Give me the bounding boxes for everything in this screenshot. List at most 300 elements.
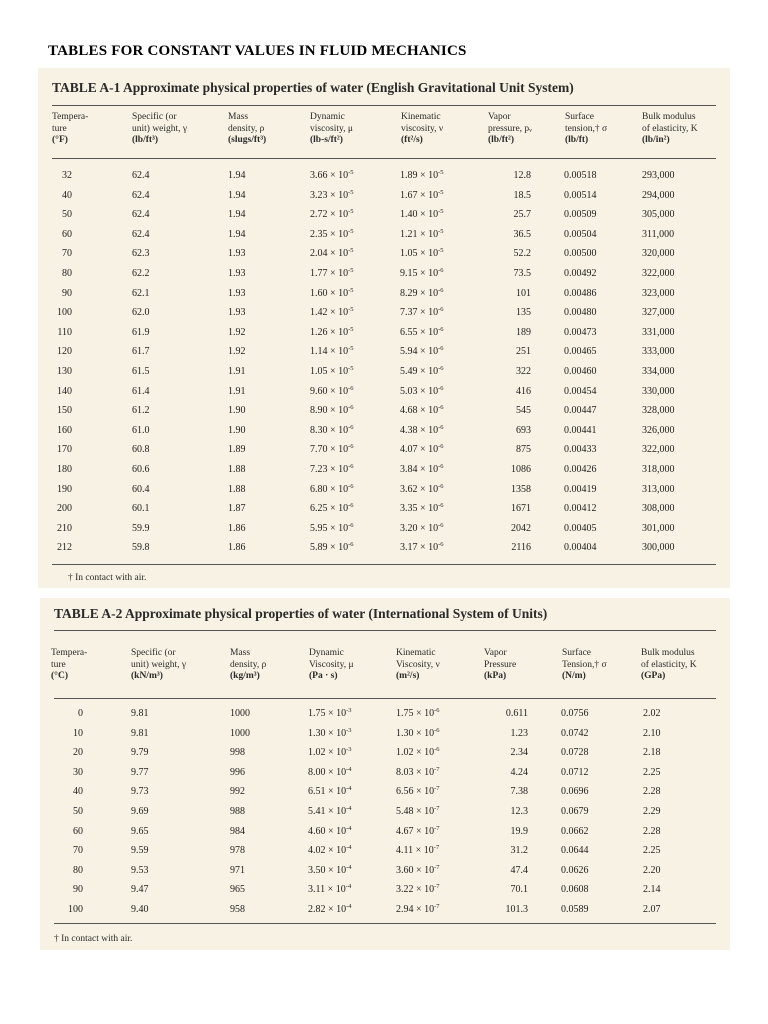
column-header-line: tension,† σ (565, 123, 608, 134)
cell-w: 60.1 (132, 503, 150, 515)
mantissa: 1.05 (400, 248, 418, 260)
table-row (38, 346, 730, 364)
exponent: -7 (434, 863, 440, 871)
column-header-line: ture (51, 659, 66, 670)
mantissa: 7.37 (400, 307, 418, 319)
table-row (38, 386, 730, 404)
column-header-line: Mass (230, 648, 251, 658)
cell-w: 9.77 (131, 766, 149, 778)
mantissa: 1.67 (400, 189, 418, 201)
mantissa: 1.40 (400, 209, 418, 221)
cell-d: 1.94 (228, 209, 246, 221)
column-header-line: unit) weight, γ (131, 659, 187, 670)
table-row (40, 806, 730, 824)
cell-p: 7.38 (510, 786, 528, 798)
table-a1-header-rule (52, 158, 716, 159)
cell-b: 308,000 (642, 503, 675, 515)
cell-k (400, 503, 444, 514)
column-header-line: (m²/s) (396, 671, 420, 681)
exponent: -5 (438, 169, 444, 176)
cell-d: 965 (230, 884, 245, 896)
cell-w: 9.79 (131, 747, 149, 759)
exponent: -7 (434, 824, 440, 832)
exponent: -5 (348, 247, 354, 255)
times-ten: × 10 (327, 483, 349, 495)
exponent: -6 (434, 726, 440, 734)
cell-m (310, 405, 354, 416)
exponent: -4 (346, 863, 352, 871)
times-ten: × 10 (327, 346, 349, 358)
cell-k (400, 209, 444, 220)
times-ten: × 10 (327, 326, 349, 338)
cell-s: 0.00454 (564, 385, 597, 397)
mantissa: 1.75 (396, 708, 414, 719)
mantissa: 1.77 (310, 268, 328, 279)
cell-p: 12.8 (513, 170, 531, 181)
column-header (642, 112, 698, 147)
times-ten: × 10 (327, 405, 349, 417)
cell-b: 334,000 (642, 366, 675, 377)
times-ten: × 10 (413, 747, 435, 759)
cell-p: 47.4 (510, 864, 528, 876)
cell-w: 59.8 (132, 542, 150, 554)
column-header (565, 112, 607, 147)
column-header-line: viscosity, μ (310, 123, 354, 134)
column-header-line: of elasticity, K (641, 659, 697, 670)
exponent: -6 (438, 423, 444, 431)
cell-d: 1.94 (228, 189, 246, 201)
mantissa: 4.02 (308, 845, 326, 857)
mantissa: 3.35 (400, 503, 418, 515)
column-header-line: Tempera- (51, 648, 88, 658)
exponent: -6 (438, 482, 444, 490)
mantissa: 1.14 (310, 346, 328, 358)
times-ten: × 10 (325, 786, 347, 798)
cell-p: 251 (516, 346, 531, 358)
exponent: -6 (348, 502, 354, 510)
cell-b: 323,000 (642, 287, 675, 299)
cell-t: 90 (62, 287, 72, 299)
exponent: -5 (438, 247, 444, 255)
mantissa: 7.23 (310, 464, 328, 475)
times-ten: × 10 (325, 708, 347, 719)
times-ten: × 10 (327, 307, 349, 319)
cell-m (310, 248, 354, 259)
column-header-line: Vapor (484, 648, 507, 658)
cell-b: 2.02 (643, 708, 661, 719)
cell-d: 978 (230, 845, 245, 857)
cell-t: 150 (57, 405, 72, 417)
times-ten: × 10 (327, 228, 349, 240)
times-ten: × 10 (417, 248, 439, 260)
mantissa: 6.25 (310, 503, 328, 515)
cell-m (310, 503, 354, 514)
mantissa: 3.23 (310, 189, 328, 201)
cell-w: 9.53 (131, 864, 149, 876)
column-header-line: (lb-s/ft²) (310, 135, 343, 145)
cell-p: 189 (516, 326, 531, 338)
cell-b: 2.25 (643, 845, 661, 857)
times-ten: × 10 (327, 287, 349, 299)
exponent: -5 (348, 267, 354, 274)
cell-s: 0.0626 (561, 864, 589, 876)
times-ten: × 10 (325, 806, 347, 817)
cell-m (310, 484, 354, 495)
cell-d: 984 (230, 825, 245, 837)
times-ten: × 10 (325, 884, 346, 896)
mantissa: 2.94 (396, 904, 414, 915)
cell-m (308, 826, 352, 837)
cell-b: 313,000 (642, 483, 675, 495)
exponent: -7 (434, 785, 440, 793)
column-header-line: (°C) (51, 671, 68, 681)
column-header-line: (ft²/s) (401, 135, 423, 145)
times-ten: × 10 (417, 385, 439, 397)
cell-d: 971 (230, 864, 245, 876)
table-row (38, 170, 730, 188)
cell-p: 416 (516, 385, 531, 397)
cell-m (308, 747, 352, 758)
column-header-line: (kPa) (484, 671, 507, 681)
cell-s: 0.00473 (564, 326, 597, 338)
cell-t: 130 (57, 366, 72, 377)
cell-p: 322 (516, 366, 531, 377)
column-header-line: Vapor (488, 112, 511, 122)
mantissa: 1.26 (310, 326, 328, 338)
cell-t: 120 (57, 346, 72, 358)
times-ten: × 10 (417, 366, 439, 377)
exponent: -7 (434, 805, 440, 812)
cell-s: 0.00486 (564, 287, 597, 299)
cell-w: 62.4 (132, 170, 150, 181)
mantissa: 8.03 (396, 766, 414, 778)
cell-s: 0.00460 (564, 366, 597, 377)
times-ten: × 10 (325, 747, 347, 759)
exponent: -7 (434, 765, 440, 773)
times-ten: × 10 (413, 806, 435, 817)
cell-k (396, 865, 440, 876)
table-row (38, 229, 730, 247)
cell-p: 73.5 (513, 268, 531, 279)
cell-t: 60 (62, 228, 72, 240)
cell-s: 0.00514 (564, 189, 597, 201)
cell-t: 160 (57, 424, 72, 436)
cell-s: 0.00504 (564, 228, 597, 240)
mantissa: 2.72 (310, 209, 328, 221)
mantissa: 5.95 (310, 522, 328, 534)
table-row (38, 190, 730, 208)
column-header-line: Kinematic (401, 112, 441, 122)
cell-b: 2.14 (643, 884, 661, 896)
cell-s: 0.0644 (561, 845, 589, 857)
exponent: -5 (348, 227, 354, 235)
exponent: -6 (438, 286, 444, 294)
cell-t: 210 (57, 522, 72, 534)
cell-p: 31.2 (510, 845, 528, 857)
times-ten: × 10 (327, 209, 349, 221)
cell-k (396, 728, 440, 739)
mantissa: 1.42 (310, 307, 328, 319)
cell-w: 62.0 (132, 307, 150, 319)
exponent: -6 (438, 404, 444, 412)
cell-p: 2116 (511, 542, 531, 554)
exponent: -4 (346, 903, 352, 910)
cell-w: 60.8 (132, 444, 150, 456)
times-ten: × 10 (417, 189, 439, 201)
exponent: -6 (348, 423, 354, 431)
times-ten: × 10 (417, 464, 439, 475)
table-a2-footnote: † In contact with air. (54, 934, 133, 944)
table-row (38, 405, 730, 423)
times-ten: × 10 (413, 864, 435, 876)
times-ten: × 10 (413, 825, 435, 837)
cell-d: 1.86 (228, 522, 246, 534)
cell-d: 998 (230, 747, 245, 759)
column-header-line: Dynamic (309, 648, 344, 658)
cell-k (396, 845, 439, 856)
table-row (38, 503, 730, 521)
mantissa: 5.89 (310, 542, 328, 554)
times-ten: × 10 (413, 766, 435, 778)
mantissa: 3.60 (396, 864, 414, 876)
cell-m (308, 845, 352, 856)
mantissa: 3.11 (308, 884, 326, 896)
column-header-line: (lb/ft) (565, 135, 589, 145)
table-row (40, 865, 730, 883)
cell-w: 61.4 (132, 385, 150, 397)
cell-k (400, 327, 444, 338)
column-header (310, 112, 353, 147)
mantissa: 2.82 (308, 904, 326, 915)
cell-k (400, 366, 444, 377)
times-ten: × 10 (325, 904, 347, 915)
cell-m (310, 464, 354, 475)
cell-t: 0 (78, 708, 83, 719)
column-header-line: Bulk modulus (642, 112, 696, 122)
times-ten: × 10 (325, 727, 347, 739)
column-header (488, 112, 532, 147)
cell-t: 170 (57, 444, 72, 456)
column-header (132, 112, 187, 147)
exponent: -6 (348, 521, 354, 529)
exponent: -4 (346, 785, 352, 793)
cell-p: 875 (516, 444, 531, 456)
column-header (131, 648, 186, 683)
exponent: -6 (438, 325, 444, 333)
times-ten: × 10 (327, 522, 349, 534)
table-row (38, 209, 730, 227)
cell-s: 0.00405 (564, 522, 597, 534)
exponent: -6 (348, 482, 354, 490)
cell-k (400, 542, 444, 553)
cell-s: 0.0608 (561, 884, 589, 896)
times-ten: × 10 (417, 542, 439, 554)
cell-m (310, 190, 354, 201)
mantissa: 1.60 (310, 287, 328, 299)
cell-p: 693 (516, 424, 531, 436)
cell-k (400, 484, 444, 495)
table-row (40, 826, 730, 844)
cell-d: 988 (230, 806, 245, 817)
exponent: -7 (434, 883, 440, 891)
times-ten: × 10 (327, 366, 349, 377)
times-ten: × 10 (417, 268, 439, 279)
cell-p: 135 (516, 307, 531, 319)
mantissa: 1.05 (310, 366, 328, 377)
mantissa: 8.00 (308, 766, 326, 778)
column-header-line: Surface (562, 648, 592, 658)
table-row (38, 523, 730, 541)
cell-b: 293,000 (642, 170, 675, 181)
mantissa: 4.67 (396, 825, 414, 837)
cell-b: 2.07 (643, 904, 661, 915)
cell-m (310, 523, 354, 534)
cell-b: 2.25 (643, 766, 661, 778)
times-ten: × 10 (413, 708, 435, 719)
cell-p: 12.3 (510, 806, 528, 817)
column-header-line: density, ρ (230, 659, 267, 670)
table-a2-top-rule (54, 630, 716, 631)
exponent: -5 (348, 169, 354, 176)
exponent: -5 (438, 227, 444, 235)
column-header-line: Tempera- (52, 112, 89, 122)
times-ten: × 10 (327, 385, 349, 397)
table-row (38, 425, 730, 443)
cell-s: 0.0712 (561, 766, 589, 778)
cell-t: 90 (73, 884, 83, 896)
cell-m (310, 346, 354, 357)
exponent: -6 (438, 463, 444, 470)
cell-p: 52.2 (513, 248, 531, 260)
times-ten: × 10 (327, 248, 349, 260)
mantissa: 5.49 (400, 366, 418, 377)
cell-b: 294,000 (642, 189, 675, 201)
exponent: -6 (438, 345, 444, 353)
column-header (309, 648, 354, 683)
column-header-line: Specific (or (131, 648, 176, 658)
mantissa: 4.68 (400, 405, 418, 417)
exponent: -6 (434, 707, 440, 714)
cell-t: 80 (62, 268, 72, 279)
cell-d: 1.90 (228, 424, 246, 436)
table-row (38, 464, 730, 482)
cell-s: 0.0696 (561, 786, 589, 798)
exponent: -3 (346, 726, 352, 734)
cell-b: 2.18 (643, 747, 661, 759)
column-header (401, 112, 443, 147)
cell-p: 1671 (511, 503, 531, 515)
cell-s: 0.00404 (564, 542, 597, 554)
cell-s: 0.0679 (561, 806, 589, 817)
cell-d: 1.88 (228, 464, 246, 475)
table-a1-top-rule (52, 105, 716, 106)
cell-p: 1086 (511, 464, 531, 475)
mantissa: 3.62 (400, 483, 418, 495)
times-ten: × 10 (417, 483, 439, 495)
times-ten: × 10 (417, 444, 439, 456)
times-ten: × 10 (327, 464, 349, 475)
cell-d: 1.93 (228, 268, 246, 279)
page-title: TABLES FOR CONSTANT VALUES IN FLUID MECHANICS (48, 43, 467, 59)
cell-w: 61.9 (132, 326, 150, 338)
exponent: -6 (434, 746, 440, 754)
cell-m (310, 170, 354, 181)
mantissa: 5.94 (400, 346, 418, 358)
column-header (484, 648, 516, 683)
cell-t: 40 (62, 189, 72, 201)
table-row (38, 248, 730, 266)
cell-t: 50 (73, 806, 83, 817)
cell-d: 958 (230, 904, 245, 915)
cell-b: 331,000 (642, 326, 675, 338)
cell-k (400, 288, 444, 299)
cell-t: 50 (62, 209, 72, 221)
cell-b: 326,000 (642, 424, 675, 436)
cell-p: 18.5 (513, 189, 531, 201)
table-row (40, 708, 730, 726)
times-ten: × 10 (327, 503, 349, 515)
cell-b: 305,000 (642, 209, 675, 221)
cell-b: 2.28 (643, 825, 661, 837)
mantissa: 6.55 (400, 326, 418, 338)
cell-m (310, 425, 354, 436)
column-header (230, 648, 266, 683)
times-ten: × 10 (327, 268, 349, 279)
cell-w: 9.69 (131, 806, 149, 817)
cell-s: 0.00433 (564, 444, 597, 456)
table-row (38, 444, 730, 462)
exponent: -3 (346, 707, 352, 714)
exponent: -5 (348, 188, 354, 196)
table-row (40, 904, 730, 922)
cell-m (310, 542, 354, 553)
times-ten: × 10 (417, 346, 439, 358)
mantissa: 4.11 (396, 845, 414, 857)
column-header-line: (GPa) (641, 671, 666, 681)
column-header-line: unit) weight, γ (132, 123, 188, 134)
times-ten: × 10 (325, 825, 347, 837)
cell-s: 0.00441 (564, 424, 597, 436)
cell-s: 0.00426 (564, 464, 597, 475)
times-ten: × 10 (327, 189, 349, 201)
cell-m (310, 444, 354, 455)
cell-d: 992 (230, 786, 245, 798)
cell-m (308, 708, 352, 719)
exponent: -5 (348, 345, 354, 353)
cell-k (400, 170, 444, 181)
mantissa: 2.35 (310, 228, 328, 240)
cell-p: 2.34 (510, 747, 528, 759)
cell-b: 333,000 (642, 346, 675, 358)
exponent: -6 (438, 521, 444, 529)
mantissa: 1.30 (308, 727, 326, 739)
column-header (51, 648, 87, 683)
cell-w: 62.4 (132, 228, 150, 240)
cell-s: 0.00492 (564, 268, 597, 279)
times-ten: × 10 (413, 727, 435, 739)
column-header-line: (kg/m³) (230, 671, 260, 681)
exponent: -6 (348, 463, 354, 470)
cell-d: 1000 (230, 708, 250, 719)
cell-p: 1.23 (510, 727, 528, 739)
table-row (38, 268, 730, 286)
table-row (40, 767, 730, 785)
cell-k (396, 826, 440, 837)
cell-d: 1.94 (228, 170, 246, 181)
mantissa: 4.60 (308, 825, 326, 837)
exponent: -5 (348, 286, 354, 294)
cell-d: 1.86 (228, 542, 246, 554)
